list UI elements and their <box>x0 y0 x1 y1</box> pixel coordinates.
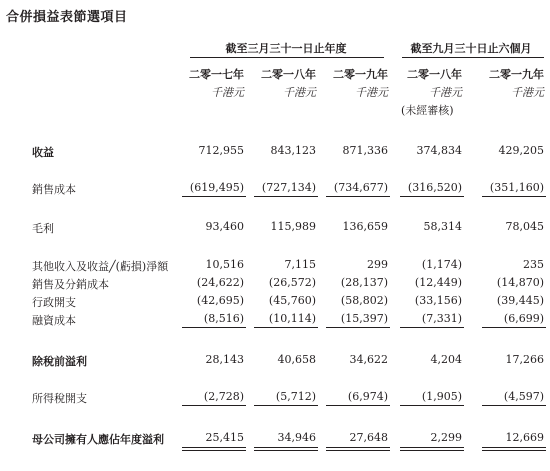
row-label: 所得稅開支 <box>32 392 87 405</box>
table-cell: (10,114) <box>268 312 316 325</box>
table-cell: (15,397) <box>340 312 388 325</box>
table-cell: 58,314 <box>423 220 462 233</box>
table-cell: (6,974) <box>347 390 388 403</box>
table-cell: (2,728) <box>203 390 244 403</box>
subtotal-rule <box>254 327 318 328</box>
table-row <box>0 275 550 291</box>
table-cell: (39,445) <box>496 294 544 307</box>
unaudited-note: (未經審核) <box>401 104 454 117</box>
subtotal-rule <box>182 327 246 328</box>
subtotal-rule <box>182 405 246 406</box>
total-double-rule <box>482 447 546 451</box>
row-label: 毛利 <box>32 222 54 235</box>
table-row <box>0 257 550 273</box>
table-row <box>0 143 550 159</box>
table-cell: 34,946 <box>277 431 316 444</box>
table-cell: (4,597) <box>503 390 544 403</box>
total-double-rule <box>400 447 464 451</box>
table-cell: (24,622) <box>196 276 244 289</box>
table-cell: (6,699) <box>503 312 544 325</box>
subtotal-rule <box>254 405 318 406</box>
table-row <box>0 352 550 368</box>
row-label: 其他收入及收益╱(虧損)淨額 <box>32 260 169 273</box>
row-label: 融資成本 <box>32 314 76 327</box>
table-cell: 429,205 <box>498 144 544 157</box>
table-row <box>0 219 550 235</box>
group-header-interim: 截至九月三十日止六個月 <box>410 42 532 55</box>
column-header-year: 二零一七年 <box>189 68 244 81</box>
table-cell: (1,174) <box>421 258 462 271</box>
table-cell: 93,460 <box>205 220 244 233</box>
table-cell: (28,137) <box>340 276 388 289</box>
table-row <box>0 293 550 309</box>
table-cell: 843,123 <box>270 144 316 157</box>
total-double-rule <box>326 447 390 451</box>
table-cell: 17,266 <box>505 353 544 366</box>
table-cell: 28,143 <box>205 353 244 366</box>
table-cell: (7,331) <box>421 312 462 325</box>
page-title: 合併損益表節選項目 <box>6 10 128 25</box>
table-cell: 136,659 <box>342 220 388 233</box>
subtotal-rule <box>400 327 464 328</box>
table-cell: (42,695) <box>196 294 244 307</box>
table-cell: 299 <box>367 258 388 271</box>
column-unit: 千港元 <box>429 86 462 99</box>
table-cell: 115,989 <box>270 220 316 233</box>
table-cell: (619,495) <box>189 181 244 194</box>
column-unit: 千港元 <box>211 86 244 99</box>
row-label: 行政開支 <box>32 296 76 309</box>
table-cell: 78,045 <box>505 220 544 233</box>
table-cell: 2,299 <box>430 431 462 444</box>
table-cell: (5,712) <box>275 390 316 403</box>
group-header-annual: 截至三月三十一日止年度 <box>225 42 347 55</box>
column-header-year: 二零一八年 <box>261 68 316 81</box>
row-label: 除稅前溢利 <box>32 355 87 368</box>
table-cell: 7,115 <box>284 258 316 271</box>
group-header-interim-rule <box>402 57 544 58</box>
table-cell: (316,520) <box>407 181 462 194</box>
subtotal-rule <box>400 405 464 406</box>
table-cell: 27,648 <box>349 431 388 444</box>
column-unit: 千港元 <box>283 86 316 99</box>
table-cell: 34,622 <box>349 353 388 366</box>
table-cell: (33,156) <box>414 294 462 307</box>
table-row <box>0 180 550 196</box>
subtotal-rule <box>482 196 546 197</box>
table-cell: 40,658 <box>277 353 316 366</box>
total-double-rule <box>182 447 246 451</box>
table-cell: 235 <box>523 258 544 271</box>
subtotal-rule <box>326 196 390 197</box>
table-cell: 712,955 <box>198 144 244 157</box>
table-row <box>0 389 550 405</box>
subtotal-rule <box>482 405 546 406</box>
table-cell: (8,516) <box>203 312 244 325</box>
row-label: 收益 <box>32 146 54 159</box>
subtotal-rule <box>400 196 464 197</box>
table-cell: (45,760) <box>268 294 316 307</box>
subtotal-rule <box>254 196 318 197</box>
table-row <box>0 430 550 446</box>
total-double-rule <box>254 447 318 451</box>
subtotal-rule <box>326 405 390 406</box>
table-cell: 25,415 <box>205 431 244 444</box>
table-cell: (58,802) <box>340 294 388 307</box>
subtotal-rule <box>482 327 546 328</box>
column-unit: 千港元 <box>355 86 388 99</box>
column-header-year: 二零一九年 <box>333 68 388 81</box>
table-cell: (12,449) <box>414 276 462 289</box>
subtotal-rule <box>182 196 246 197</box>
row-label: 銷售及分銷成本 <box>32 278 109 291</box>
column-header-year: 二零一九年 <box>489 68 544 81</box>
table-cell: 10,516 <box>205 258 244 271</box>
row-label: 母公司擁有人應佔年度溢利 <box>32 433 164 446</box>
table-cell: (14,870) <box>496 276 544 289</box>
subtotal-rule <box>326 327 390 328</box>
table-cell: 4,204 <box>430 353 462 366</box>
group-header-annual-rule <box>190 57 384 58</box>
table-cell: 374,834 <box>416 144 462 157</box>
column-header-year: 二零一八年 <box>407 68 462 81</box>
column-unit: 千港元 <box>511 86 544 99</box>
table-cell: 871,336 <box>342 144 388 157</box>
table-cell: (734,677) <box>333 181 388 194</box>
table-cell: (26,572) <box>268 276 316 289</box>
row-label: 銷售成本 <box>32 183 76 196</box>
table-row <box>0 311 550 327</box>
table-cell: (727,134) <box>261 181 316 194</box>
table-cell: (1,905) <box>421 390 462 403</box>
table-cell: (351,160) <box>489 181 544 194</box>
table-cell: 12,669 <box>505 431 544 444</box>
